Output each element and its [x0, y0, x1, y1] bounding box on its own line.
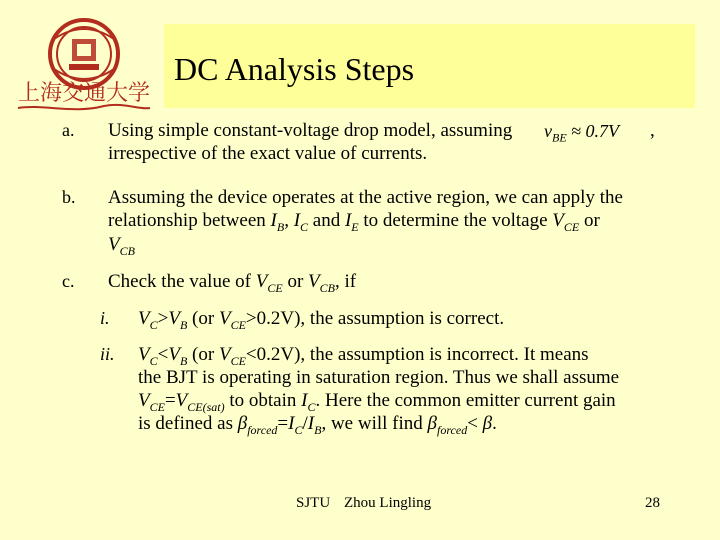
item-b-line1: Assuming the device operates at the active region, we can apply the: [108, 187, 623, 208]
item-a-line2: irrespective of the exact value of currents.: [108, 143, 428, 164]
subitem-ii-line4: is defined as $\beta_{forced}=I_C/I_B$, we will find $\beta_{forced}< \beta$.: [138, 413, 497, 437]
subitem-i-marker: i.: [100, 308, 110, 328]
item-c-marker: c.: [62, 271, 75, 291]
subitem-ii-line2: the BJT is operating in saturation region. Thus we shall assume: [138, 367, 620, 388]
item-a-marker: a.: [62, 120, 75, 140]
item-a-line1: Using simple constant-voltage drop model, assuming: [108, 120, 513, 141]
vbe-formula: $v_{BE} \approx 0.7V$: [544, 121, 620, 145]
slide-title: DC Analysis Steps: [174, 51, 415, 87]
page-number: 28: [645, 495, 660, 511]
item-b-vcb: $V_{CB}$: [108, 234, 135, 258]
title-bar: [164, 24, 695, 108]
footer-org: SJTU: [296, 495, 331, 511]
subitem-i-text: $V_C>V_B$ (or $V_{CE}>0.2V$), the assumption is correct.: [138, 308, 505, 332]
item-b-marker: b.: [62, 187, 76, 207]
svg-text:上海交通大学: 上海交通大学: [18, 81, 151, 106]
subitem-ii-marker: ii.: [100, 344, 115, 364]
subitem-ii-line3: $V_{CE}=V_{CE(sat)}$ to obtain $I_C$. Here the common emitter current gain: [138, 390, 616, 414]
item-a-comma: ,: [650, 120, 655, 141]
seal-icon: [14, 14, 154, 118]
item-c-text: Check the value of $V_{CE}$ or $V_{CB}$, if: [108, 271, 357, 295]
item-b-line2: relationship between $I_B$, $I_C$ and $I_E$ to determine the voltage $V_{CE}$ or: [108, 210, 600, 234]
footer-author: Zhou Lingling: [344, 495, 432, 511]
university-logo: [14, 14, 154, 118]
subitem-ii-line1: $V_C<V_B$ (or $V_{CE}<0.2V$), the assumption is incorrect. It means: [138, 344, 589, 368]
